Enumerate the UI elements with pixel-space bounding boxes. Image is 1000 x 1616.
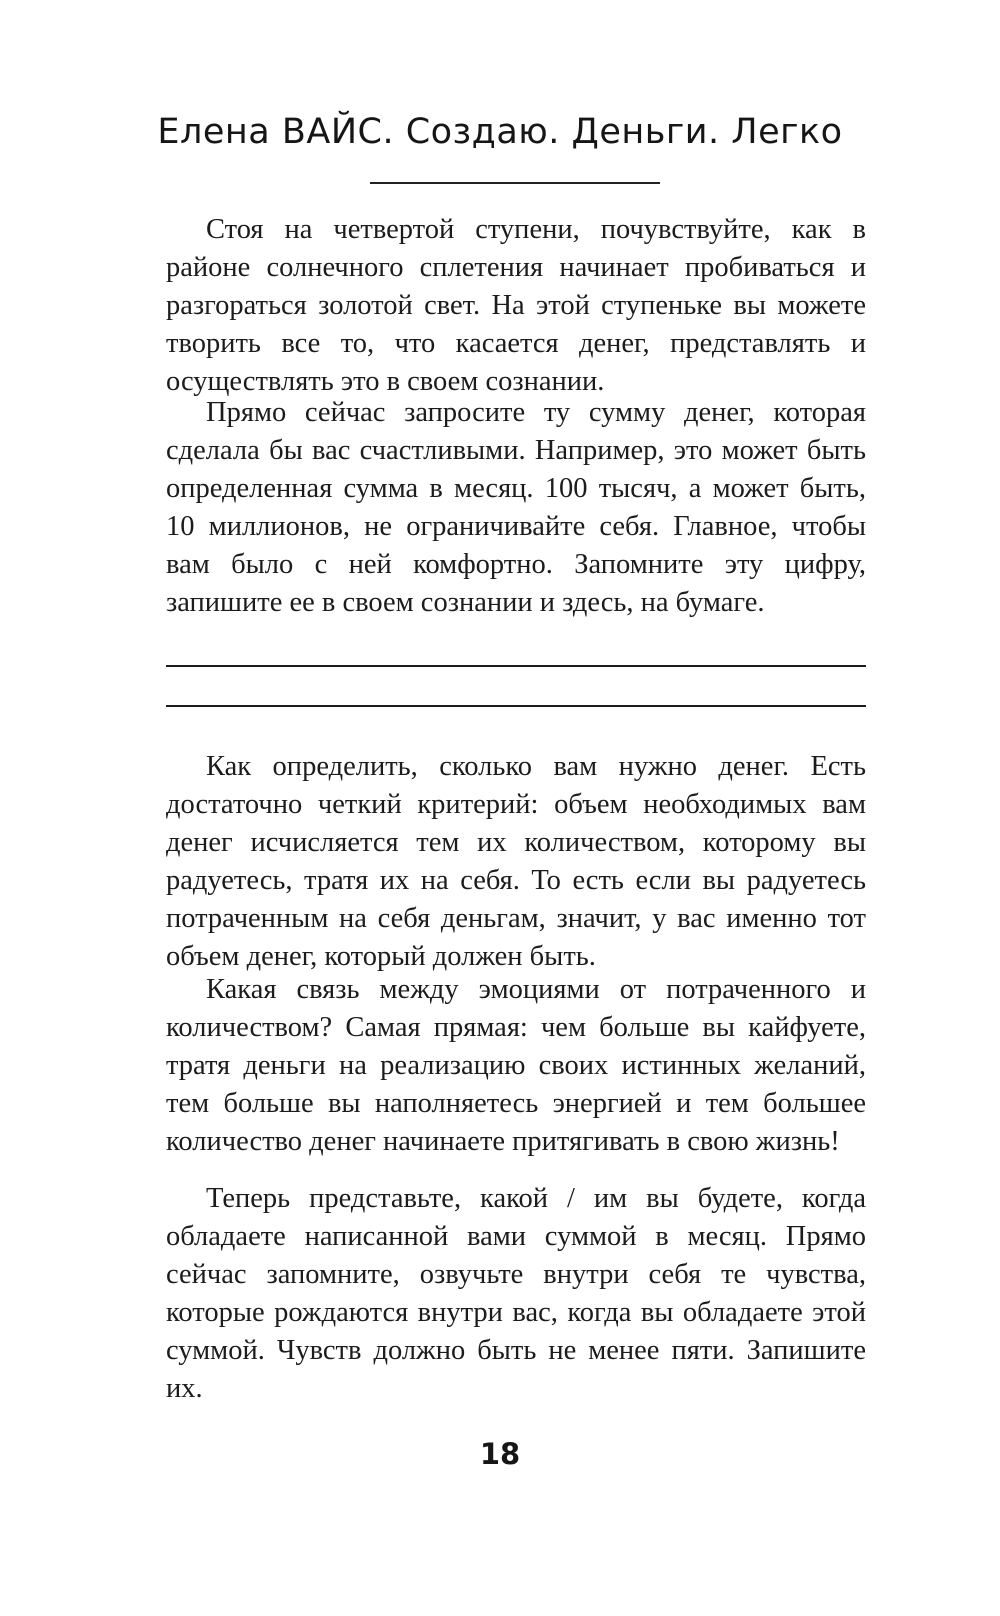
paragraph-5: Теперь представьте, какой / им вы будете, когда обладаете написанной вами суммой в месяц. Прямо сейчас запомните, озвучьте внутри себя те чувства, которые рождаются внутри вас, когда вы обладаете этой суммой. Чувств должно быть не менее пяти. Запишите их. — [166, 1183, 866, 1404]
paragraph-1: Стоя на четвертой ступени, почувствуйте, как в районе солнечного сплетения начинает пробиваться и разгораться золотой свет. На этой ступеньке вы можете творить все то, что касается денег, представлять и осуществлять это в своем сознании. — [166, 214, 866, 397]
running-head-title: Елена ВАЙС. Создаю. Деньги. Легко — [157, 112, 843, 152]
paragraph-2: Прямо сейчас запросите ту сумму денег, которая сделала бы вас счастливыми. Например, это может быть определенная сумма в месяц. 100 тысяч, а может быть, 10 миллионов, не ограничивайте себя. Главное, чтобы вам было с ней комфортно. Запомните эту цифру, запишите ее в своем сознании и здесь, на бумаге. — [166, 397, 866, 618]
page-number: 18 — [479, 1437, 521, 1471]
running-head-rule — [370, 182, 660, 184]
answer-line-2 — [166, 705, 866, 707]
paragraph-4: Какая связь между эмоциями от потраченного и количеством? Самая прямая: чем больше вы кайфуете, тратя деньги на реализацию своих истинных желаний, тем больше вы наполняетесь энергией и тем большее количество денег начинаете притягивать в свою жизнь! — [166, 974, 866, 1157]
paragraph-3: Как определить, сколько вам нужно денег. Есть достаточно четкий критерий: объем необходимых вам денег исчисляется тем их количеством, которому вы радуетесь, тратя их на себя. То есть если вы радуетесь потраченным на себя деньгам, значит, у вас именно тот объем денег, который должен быть. — [166, 751, 866, 972]
answer-line-1 — [166, 665, 866, 667]
